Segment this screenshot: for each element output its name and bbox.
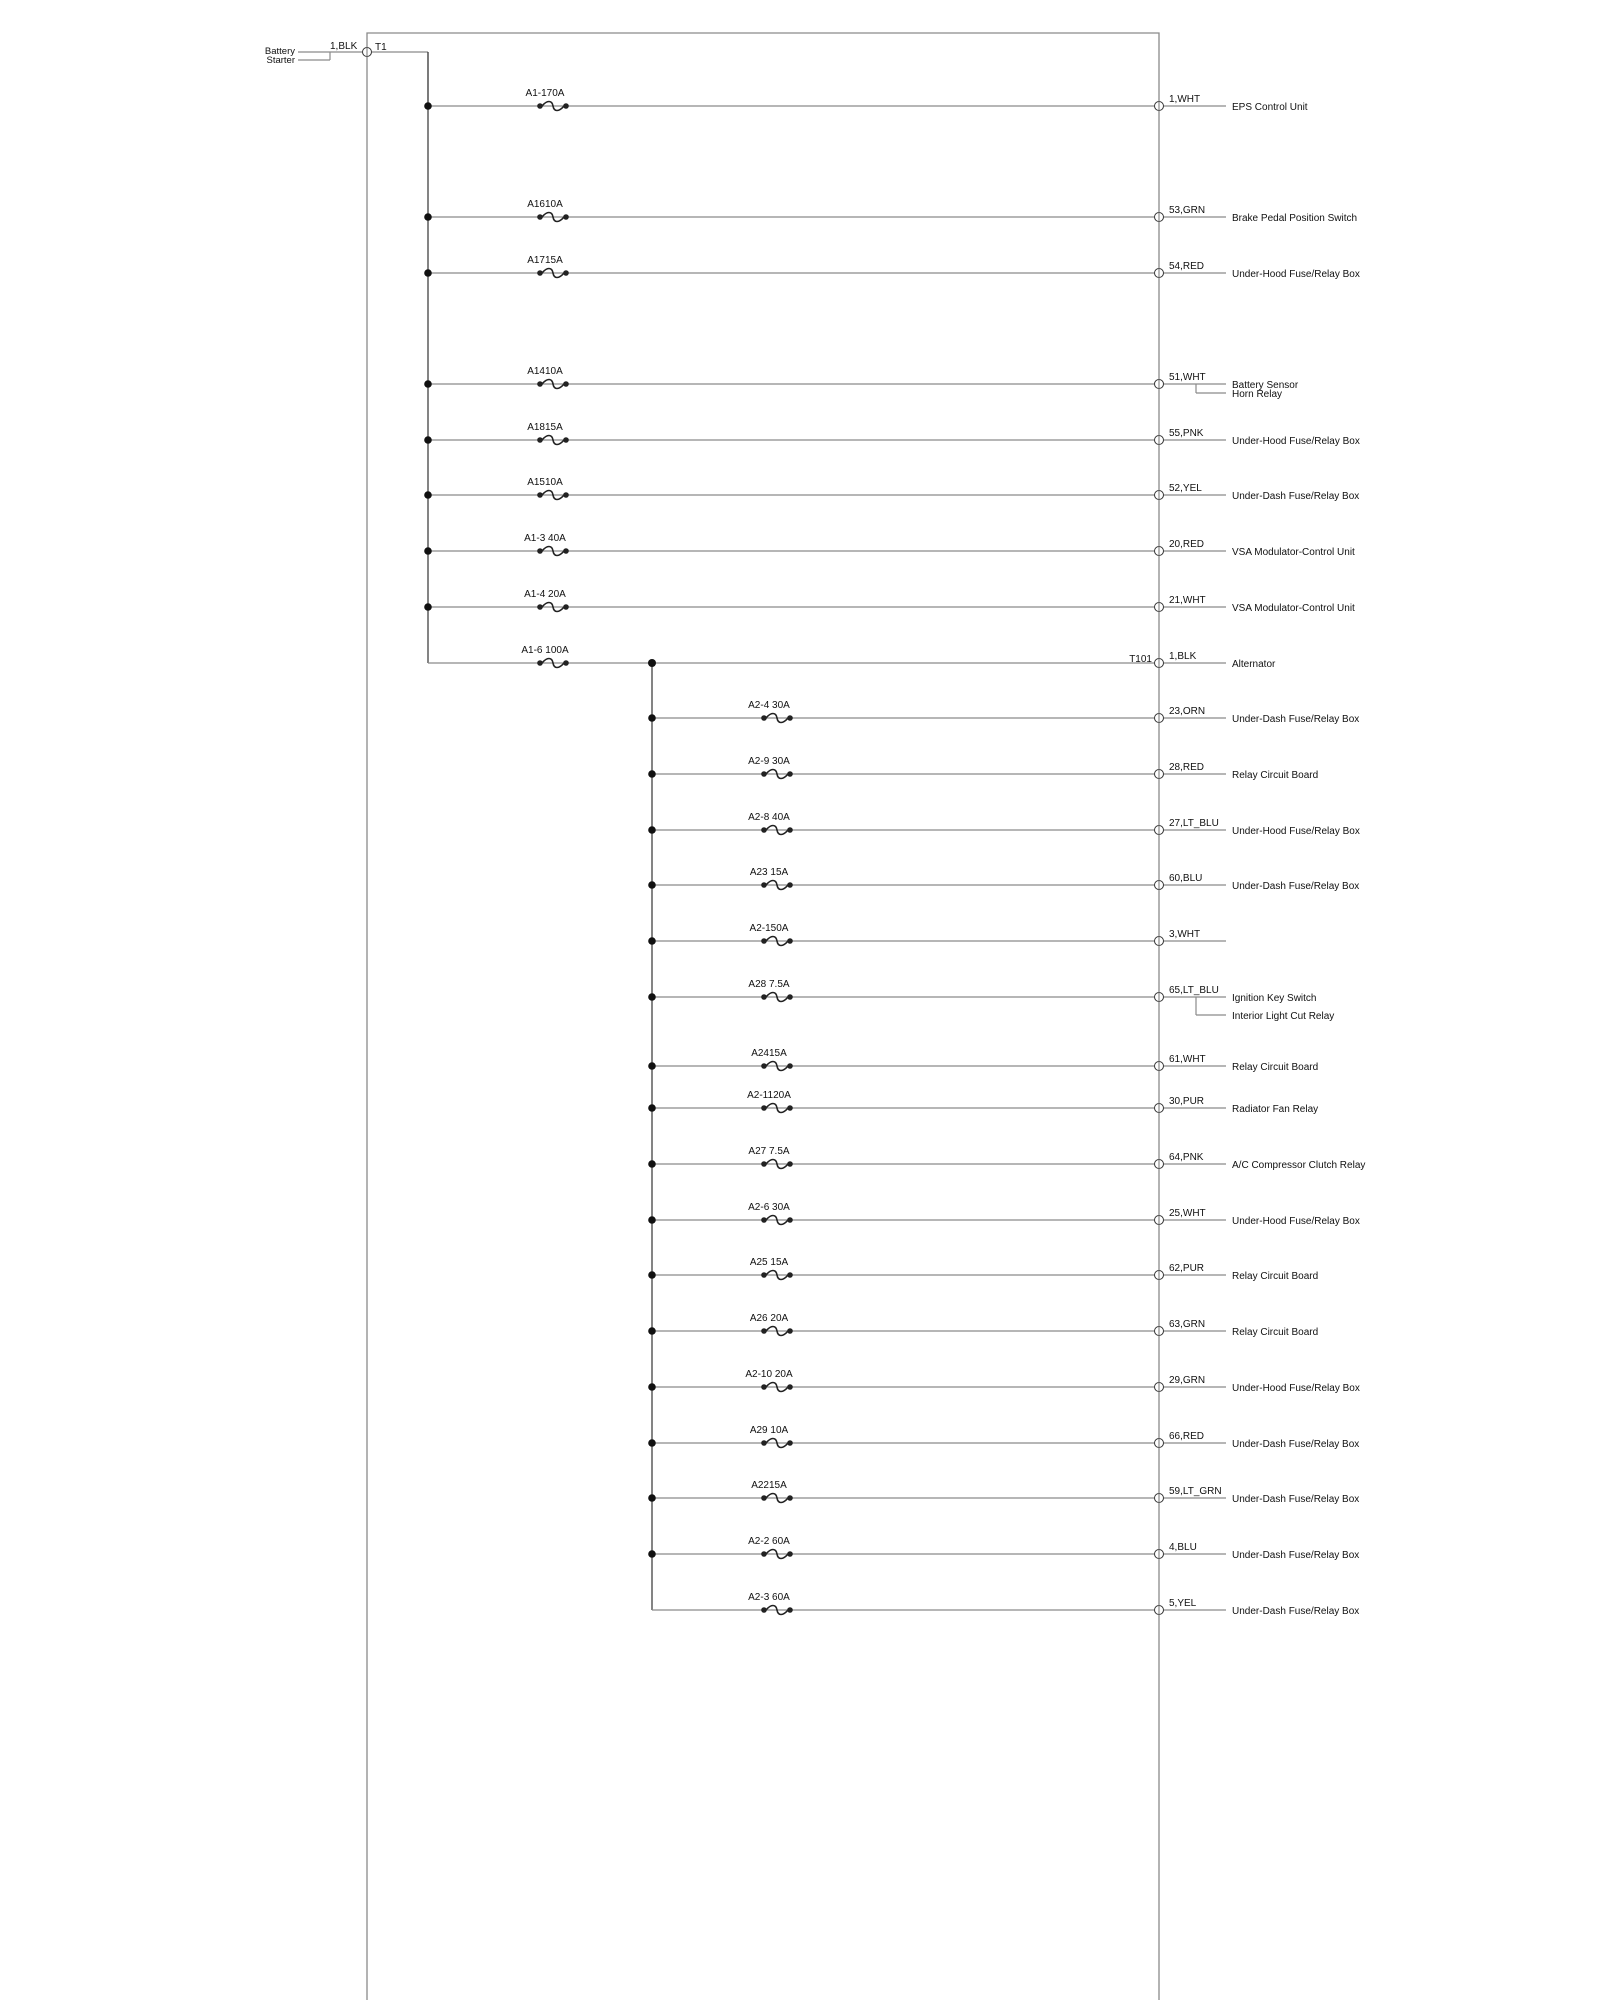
fuse-label: A2-1120A [747,1090,791,1101]
secondary-circuit-row [648,1090,1318,1115]
fuse-label: A1410A [527,366,563,377]
wire-label: 55,PNK [1169,428,1204,439]
secondary-circuit-row [648,700,1359,725]
fuse-terminal [563,660,569,666]
wire-label: 30,PUR [1169,1096,1205,1107]
primary-circuit-row [424,366,1299,400]
bus-junction-dot [648,1383,656,1391]
destination-label: Under-Hood Fuse/Relay Box [1232,1383,1360,1394]
primary-circuit-row [424,199,1357,224]
fuse-terminal [761,882,767,888]
fuse-terminal [787,1607,793,1613]
destination-label: Under-Hood Fuse/Relay Box [1232,1216,1360,1227]
fuse-terminal [563,604,569,610]
wire-label: 3,WHT [1169,929,1201,940]
bus-junction-dot [424,491,432,499]
fuse-label: A23 15A [749,867,789,878]
destination-label: Radiator Fan Relay [1232,1104,1319,1115]
fuse-terminal [787,1328,793,1334]
wire-label: 62,PUR [1169,1263,1205,1274]
fuse-terminal [761,1217,767,1223]
wire-label: 1,WHT [1169,94,1201,105]
destination-label: Under-Hood Fuse/Relay Box [1232,826,1360,837]
secondary-circuit-row [648,1480,1359,1505]
destination-label: Under-Dash Fuse/Relay Box [1232,1494,1360,1505]
wire-label: 53,GRN [1169,205,1206,216]
wire-label: 54,RED [1169,261,1205,272]
bus-junction-dot [648,1327,656,1335]
fuse-label: A2-6 30A [748,1202,790,1213]
bus-junction-dot [648,1104,656,1112]
fuse-terminal [563,548,569,554]
destination-label: Under-Hood Fuse/Relay Box [1232,269,1360,280]
fuse-label: A28 7.5A [748,979,790,990]
fuse-terminal [563,437,569,443]
fuse-label: A1-170A [525,88,565,99]
wire-label: 59,LT_GRN [1169,1486,1222,1497]
wire-label: 28,RED [1169,762,1205,773]
fuse-box-outline [367,33,1159,2000]
secondary-circuit-row [648,923,1226,946]
fuse-label: A2-9 30A [748,756,790,767]
fuse-label: A2-150A [749,923,789,934]
fuse-label: A2215A [751,1480,787,1491]
secondary-circuit-row [648,1313,1318,1338]
fuse-terminal [761,1384,767,1390]
secondary-circuit-row [652,1592,1359,1617]
destination-label: Alternator [1232,659,1276,670]
alternator-terminal-label: T101 [1129,654,1152,665]
bus-junction-dot [648,937,656,945]
bus-junction-dot [648,1271,656,1279]
fuse-terminal [537,214,543,220]
destination-label: Interior Light Cut Relay [1232,1011,1335,1022]
fuse-label: A1-6 100A [521,645,569,656]
wire-label: 5,YEL [1169,1598,1197,1609]
fuse-terminal [761,715,767,721]
fuse-label: A2-3 60A [748,1592,790,1603]
fuse-terminal [537,103,543,109]
fuse-terminal [761,1607,767,1613]
fuse-terminal [787,827,793,833]
wire-label: 61,WHT [1169,1054,1206,1065]
fuse-terminal [787,1272,793,1278]
bus-junction-dot [648,1439,656,1447]
destination-label: Relay Circuit Board [1232,770,1319,781]
fuse-terminal [761,827,767,833]
bus-junction-dot [424,436,432,444]
secondary-circuit-row [648,1202,1360,1227]
source-label-starter: Starter [266,55,295,66]
fuse-terminal [761,1495,767,1501]
fuse-label: A1815A [527,422,563,433]
fuse-circuits [424,52,1365,1617]
wire-label: 52,YEL [1169,483,1202,494]
bus-junction-dot [424,380,432,388]
secondary-circuit-row [648,1369,1360,1394]
bus-junction-dot [648,1160,656,1168]
fuse-label: A1715A [527,255,563,266]
fuse-terminal [537,548,543,554]
wire-label: 51,WHT [1169,372,1206,383]
destination-label: Under-Dash Fuse/Relay Box [1232,714,1360,725]
fuse-terminal [787,1217,793,1223]
destination-label: Relay Circuit Board [1232,1062,1319,1073]
wire-label: 23,ORN [1169,706,1206,717]
fuse-terminal [761,938,767,944]
secondary-circuit-row [648,1536,1359,1561]
secondary-circuit-row [648,867,1359,892]
fuse-label: A2-4 30A [748,700,790,711]
wire-label: 29,GRN [1169,1375,1206,1386]
secondary-circuit-row [648,979,1334,1022]
bus-junction-dot [648,826,656,834]
bus-junction-dot [648,993,656,1001]
secondary-bus-junction-dot [648,659,656,667]
fuse-terminal [787,938,793,944]
fuse-terminal [787,1063,793,1069]
destination-label: Under-Hood Fuse/Relay Box [1232,436,1360,447]
fuse-terminal [761,1440,767,1446]
bus-junction-dot [424,213,432,221]
wire-label: 60,BLU [1169,873,1203,884]
fuse-terminal [761,1272,767,1278]
fuse-terminal [787,882,793,888]
primary-circuit-row [424,589,1355,614]
fuse-terminal [761,771,767,777]
destination-label: EPS Control Unit [1232,102,1308,113]
secondary-circuit-row [648,1048,1318,1073]
fuse-terminal [787,1551,793,1557]
wire-label: 20,RED [1169,539,1205,550]
source-feed [265,41,428,106]
fuse-label: A1510A [527,477,563,488]
fuse-terminal [563,492,569,498]
fuse-terminal [787,1161,793,1167]
primary-circuit-row [424,255,1360,280]
wire-label: 27,LT_BLU [1169,818,1219,829]
fuse-label: A29 10A [749,1425,789,1436]
secondary-circuit-row [648,1257,1318,1282]
bus-junction-dot [648,1550,656,1558]
destination-label: Under-Dash Fuse/Relay Box [1232,881,1360,892]
fuse-terminal [537,492,543,498]
source-wire-label: 1,BLK [330,41,358,52]
fuse-terminal [787,1384,793,1390]
primary-circuit-row [424,477,1359,502]
fuse-label: A1-3 40A [524,533,566,544]
fuse-terminal [563,103,569,109]
bus-junction-dot [424,269,432,277]
wire-label: 64,PNK [1169,1152,1204,1163]
secondary-circuit-row [648,812,1360,837]
fuse-label: A2415A [751,1048,787,1059]
wire-label: 65,LT_BLU [1169,985,1219,996]
bus-junction-dot [648,714,656,722]
fuse-label: A27 7.5A [748,1146,790,1157]
destination-label: Relay Circuit Board [1232,1271,1319,1282]
bus-junction-dot [648,1062,656,1070]
primary-circuit-row [424,422,1360,447]
bus-junction-dot [424,603,432,611]
bus-junction-dot [648,881,656,889]
fuse-label: A1-4 20A [524,589,566,600]
fuse-terminal [761,1551,767,1557]
fuse-label: A1610A [527,199,563,210]
destination-label: Under-Dash Fuse/Relay Box [1232,1439,1360,1450]
secondary-circuit-row [648,1146,1365,1171]
fuse-label: A2-2 60A [748,1536,790,1547]
destination-label: Under-Dash Fuse/Relay Box [1232,491,1360,502]
wire-label: 25,WHT [1169,1208,1206,1219]
fuse-terminal [537,270,543,276]
source-label-battery: Battery [264,46,295,57]
fuse-terminal [761,1328,767,1334]
wire-label: 4,BLU [1169,1542,1197,1553]
source-terminal-label: T1 [375,42,387,53]
fuse-terminal [787,994,793,1000]
bus-junction-dot [648,1216,656,1224]
destination-label: Under-Dash Fuse/Relay Box [1232,1606,1360,1617]
fuse-terminal [537,437,543,443]
fuse-terminal [787,1440,793,1446]
primary-circuit-row [424,533,1355,558]
fuse-terminal [537,381,543,387]
fuse-terminal [563,381,569,387]
fuse-terminal [563,270,569,276]
bus-junction-dot [424,547,432,555]
destination-label: VSA Modulator-Control Unit [1232,547,1355,558]
fuse-terminal [787,1495,793,1501]
fuse-terminal [537,660,543,666]
bus-junction-dot [424,102,432,110]
fuse-label: A25 15A [749,1257,789,1268]
wire-label: 66,RED [1169,1431,1205,1442]
fuse-label: A2-10 20A [745,1369,793,1380]
destination-label: Ignition Key Switch [1232,993,1317,1004]
destination-label: VSA Modulator-Control Unit [1232,603,1355,614]
fuse-terminal [787,771,793,777]
primary-circuit-row [424,88,1308,113]
bus-junction-dot [648,770,656,778]
fuse-terminal [563,214,569,220]
destination-label: Horn Relay [1232,389,1283,400]
destination-label: Relay Circuit Board [1232,1327,1319,1338]
fuse-label: A2-8 40A [748,812,790,823]
wire-label: 1,BLK [1169,651,1197,662]
fuse-terminal [787,1105,793,1111]
wire-label: 63,GRN [1169,1319,1206,1330]
fuse-label: A26 20A [749,1313,789,1324]
wire-label: 21,WHT [1169,595,1206,606]
destination-label: Brake Pedal Position Switch [1232,213,1358,224]
destination-label: A/C Compressor Clutch Relay [1232,1160,1366,1171]
bus-junction-dot [648,1494,656,1502]
destination-label: Under-Dash Fuse/Relay Box [1232,1550,1360,1561]
fuse-terminal [761,1105,767,1111]
secondary-circuit-row [648,1425,1359,1450]
destination-label: Battery Sensor [1232,380,1299,391]
secondary-circuit-row [648,756,1318,781]
fuse-terminal [761,1063,767,1069]
fuse-terminal [787,715,793,721]
fuse-terminal [537,604,543,610]
fuse-terminal [761,1161,767,1167]
fuse-terminal [761,994,767,1000]
